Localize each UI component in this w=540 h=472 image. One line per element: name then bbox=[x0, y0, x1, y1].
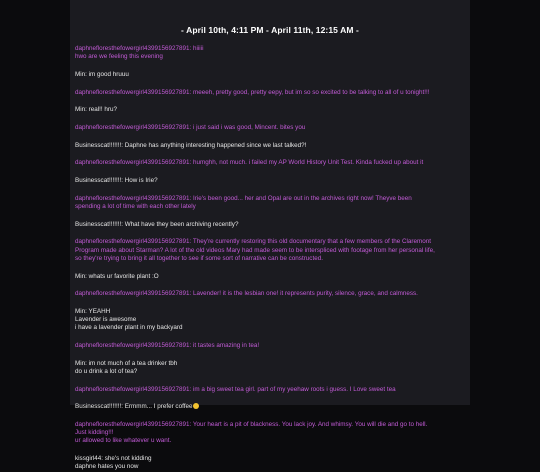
chat-message bbox=[75, 238, 465, 263]
message-line: Lavender is awesome bbox=[75, 316, 137, 324]
message-line: daphnefloresthefowergirl4399156927891: i just said i was good, Mincent. bites you bbox=[75, 124, 306, 132]
message-line: i have a lavender plant in my backyard bbox=[75, 324, 183, 332]
chat-message bbox=[75, 195, 465, 211]
chat-message bbox=[75, 45, 465, 61]
chat-message bbox=[75, 360, 465, 376]
message-line: daphnefloresthefowergirl4399156927891: im a big sweet tea girl. part of my yeehaw roots i guess. I Love sweet tea bbox=[75, 385, 396, 393]
message-line: Businesscat!!!!!!!: How is Irie? bbox=[75, 177, 158, 185]
message-line: daphne hates you now bbox=[75, 463, 139, 471]
message-line: spending a lot of time with each other lately bbox=[75, 203, 196, 211]
chat-message bbox=[75, 342, 465, 350]
chat-message bbox=[75, 124, 465, 132]
message-line: daphnefloresthefowergirl4399156927891: humghh, not much. i failed my AP World History Unit Test. Kinda fucked up about it bbox=[75, 159, 424, 167]
message-line: Min: im good hruuu bbox=[75, 70, 129, 78]
message-line: ur allowed to like whatever u want. bbox=[75, 437, 172, 445]
message-line: Min: im not much of a tea drinker tbh bbox=[75, 359, 178, 367]
chat-message bbox=[75, 403, 465, 411]
message-line: so they're trying to bring it all together to see if some sort of narrative can be constructed. bbox=[75, 254, 323, 262]
message-line: daphnefloresthefowergirl4399156927891: Your heart is a pit of blackness. You lack joy. And whimsy. You will die and go to hell. bbox=[75, 421, 428, 429]
message-line: Min: whats ur favorite plant :O bbox=[75, 272, 159, 280]
chat-message bbox=[75, 159, 465, 167]
message-line: Just kidding!!! bbox=[75, 429, 114, 437]
message-line: daphnefloresthefowergirl4399156927891: Lavender! it is the lesbian one! it represents purity, silence, grace, and calmness. bbox=[75, 290, 418, 298]
message-line: daphnefloresthefowergirl4399156927891: Irie's been good... her and Opal are out in the archives right now! Theyve been bbox=[75, 194, 412, 202]
message-line: Businesscat!!!!!!!: What have they been archiving recently? bbox=[75, 220, 239, 228]
message-line: daphnefloresthefowergirl4399156927891: hiiiii bbox=[75, 45, 204, 52]
message-line: daphnefloresthefowergirl4399156927891: it tastes amazing in tea! bbox=[75, 342, 260, 350]
chat-message bbox=[75, 386, 465, 394]
chat-message bbox=[75, 455, 465, 471]
smiley-emoji-icon bbox=[193, 403, 199, 409]
chat-message bbox=[75, 421, 465, 446]
message-line: do u drink a lot of tea? bbox=[75, 367, 138, 375]
date-range-header: - April 10th, 4:11 PM - April 11th, 12:15 AM - bbox=[181, 25, 359, 35]
message-list bbox=[70, 45, 470, 472]
message-line: hwo are we feeling this evening bbox=[75, 53, 163, 61]
message-line: Min: real!! hru? bbox=[75, 106, 117, 114]
message-line: Min: YEAHH bbox=[75, 307, 111, 315]
message-line: Program made about Starman? A lot of the old videos Mary had made seem to be interspliced with footage from her personal life, bbox=[75, 246, 435, 254]
chat-log-panel bbox=[70, 0, 470, 471]
chat-message bbox=[75, 89, 465, 97]
message-line: kissgirl44: she's not kidding bbox=[75, 455, 152, 463]
chat-message bbox=[75, 106, 465, 114]
message-line: Businesscat!!!!!!!: Daphne has anything interesting happened since we last talked?! bbox=[75, 141, 307, 149]
message-line: daphnefloresthefowergirl4399156927891: meeeh, pretty good, pretty eepy, but im so so excited to be talking to all of u tonight!!! bbox=[75, 88, 430, 96]
message-line: Businesscat!!!!!!!: Ermmm... I prefer coffee bbox=[75, 403, 193, 411]
chat-message bbox=[75, 71, 465, 79]
chat-message bbox=[75, 308, 465, 333]
chat-message bbox=[75, 273, 465, 281]
chat-message bbox=[75, 221, 465, 229]
chat-message bbox=[75, 142, 465, 150]
chat-message bbox=[75, 177, 465, 185]
chat-message bbox=[75, 290, 465, 298]
message-line: daphnefloresthefowergirl4399156927891: They're currently restoring this old documentary that a few members of the Claremont bbox=[75, 238, 432, 246]
